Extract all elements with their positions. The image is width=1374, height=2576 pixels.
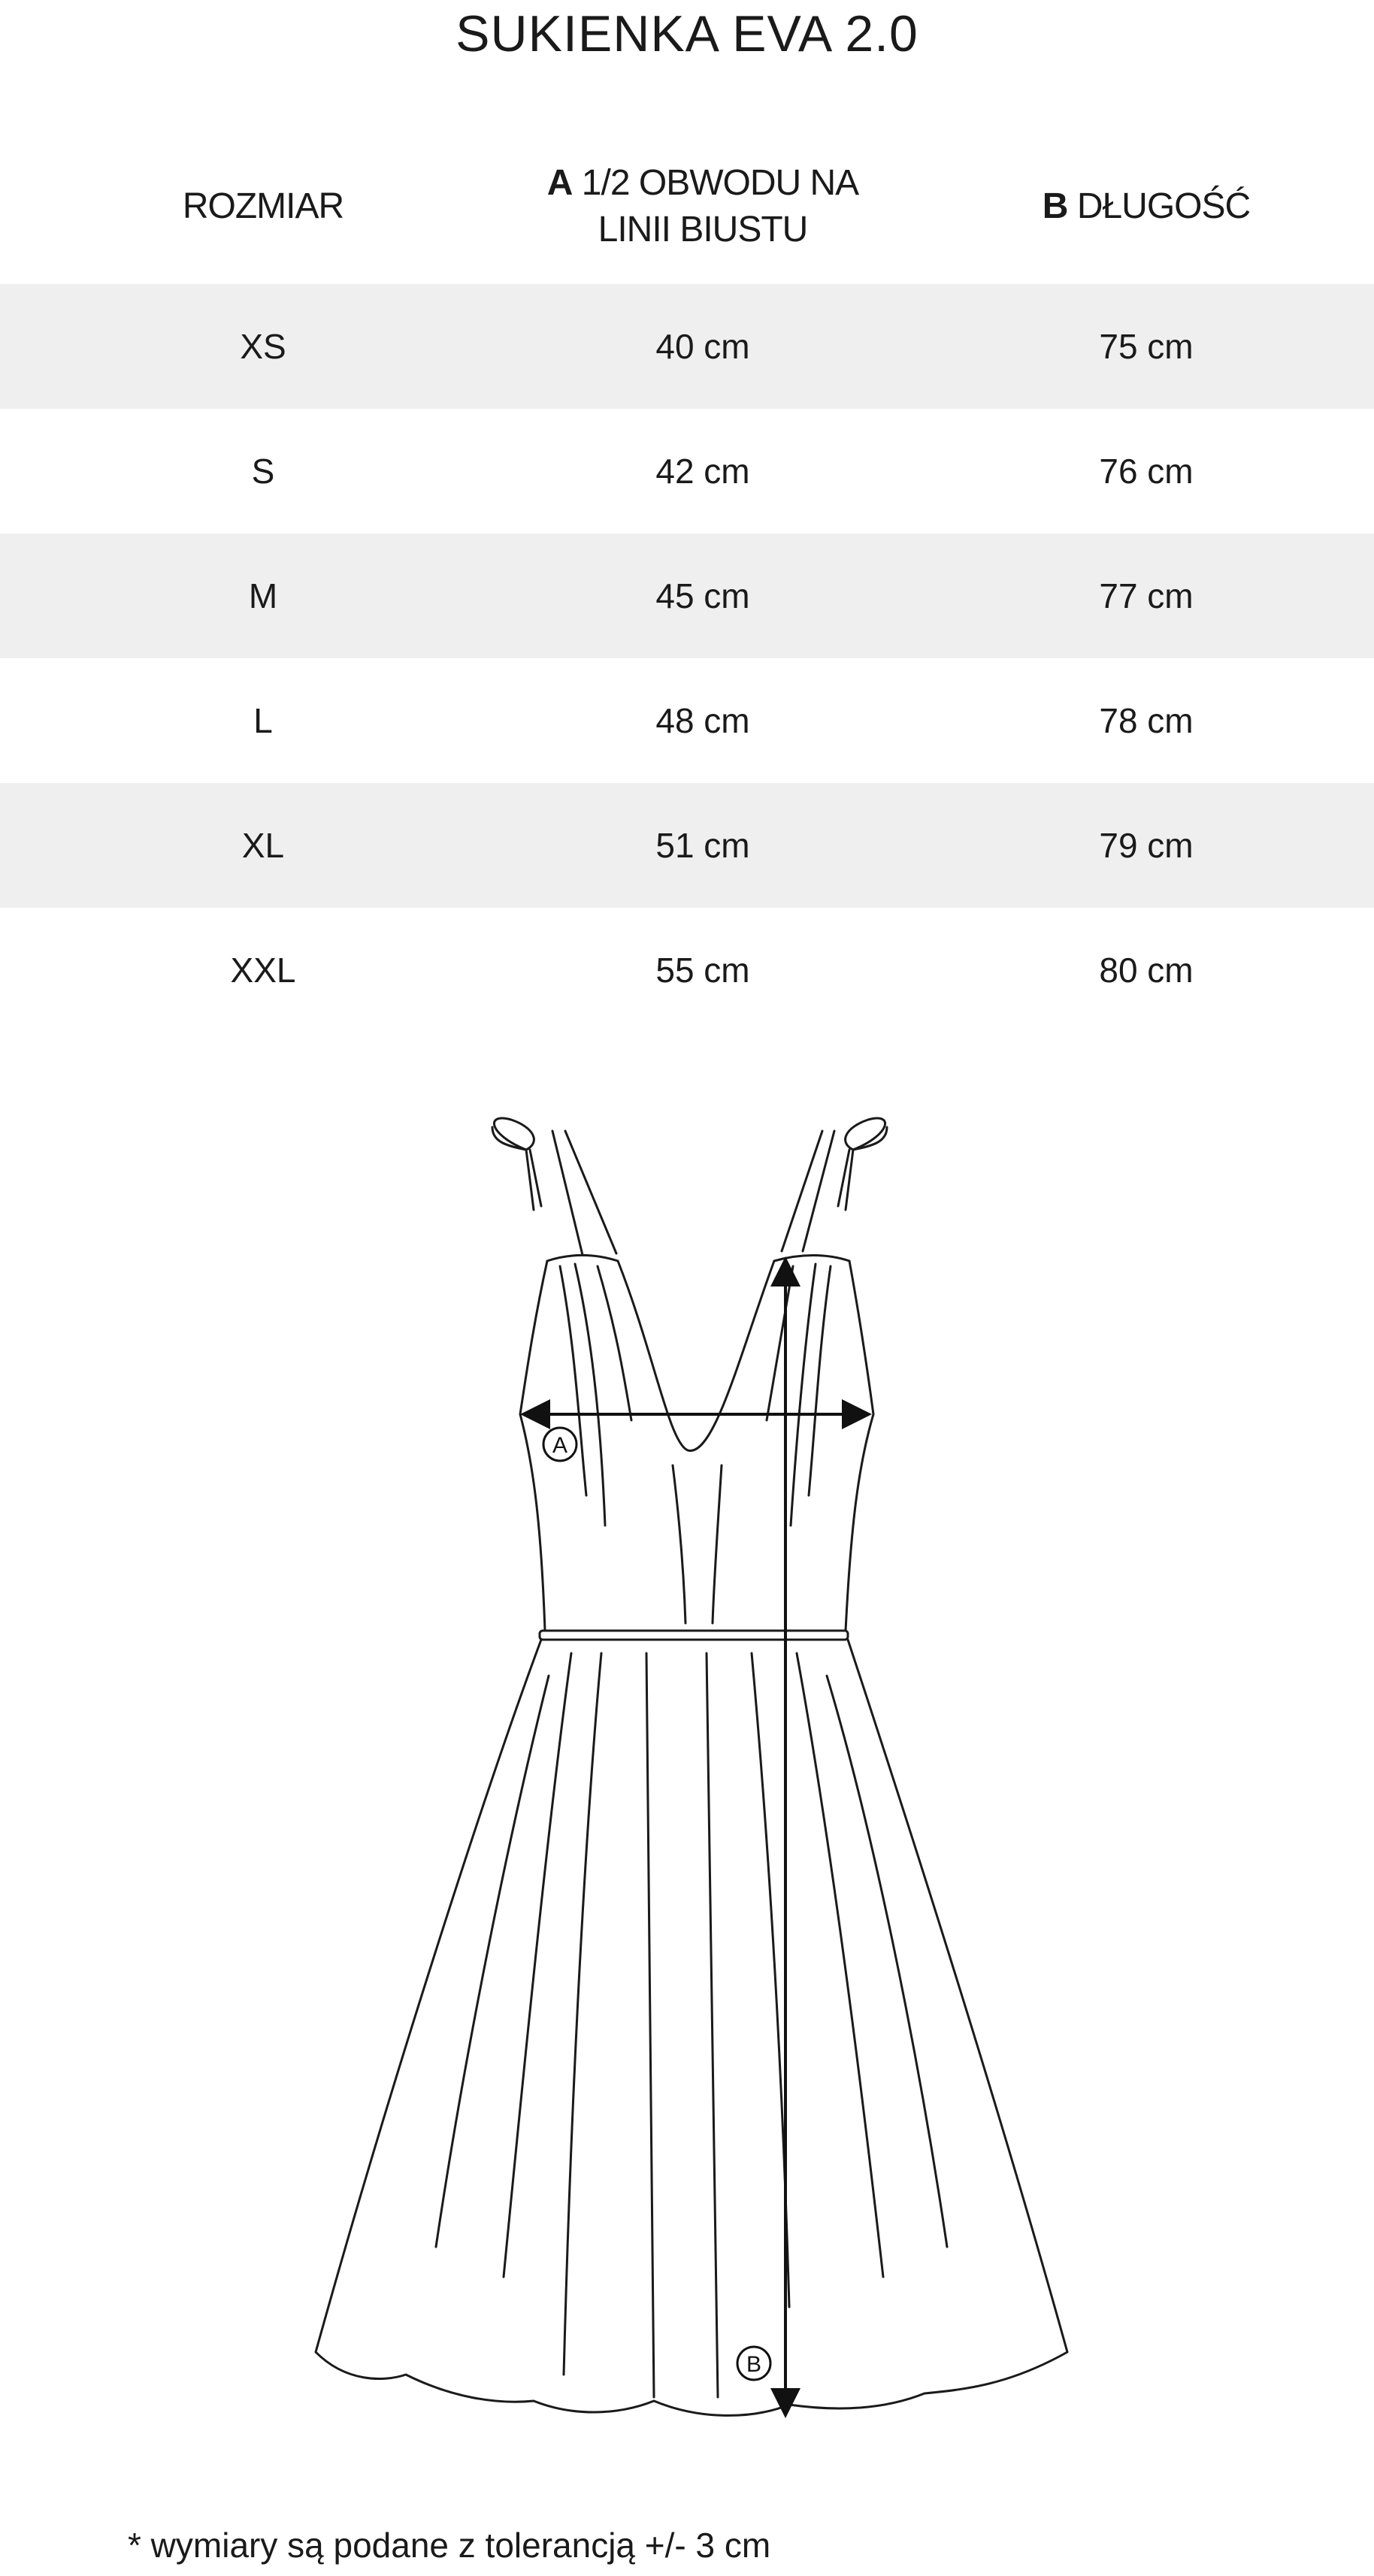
bust-cell: 55 cm (655, 951, 750, 990)
size-cell: XXL (230, 951, 296, 990)
marker-b-badge (737, 2347, 770, 2380)
header-bust-letter: A (546, 163, 573, 203)
svg-text:A: A (552, 1433, 568, 1458)
page-title: SUKIENKA EVA 2.0 (455, 5, 919, 62)
bust-cell: 51 cm (655, 826, 750, 865)
length-cell: 79 cm (1099, 826, 1194, 865)
length-cell: 75 cm (1099, 327, 1194, 366)
bust-cell: 40 cm (655, 327, 750, 366)
left-strap (492, 1118, 616, 1255)
dress-illustration (301, 1105, 1082, 2442)
length-cell: 78 cm (1099, 701, 1194, 740)
header-size-label: ROZMIAR (182, 186, 344, 226)
size-cell: L (253, 701, 273, 740)
length-cell: 76 cm (1099, 452, 1194, 491)
svg-text:B: B (746, 2352, 762, 2377)
marker-a-badge (543, 1428, 577, 1461)
table-row (0, 409, 1374, 534)
size-cell: XS (240, 327, 286, 366)
size-cell: XL (241, 826, 285, 865)
skirt (316, 1640, 1067, 2415)
length-cell: 80 cm (1099, 951, 1194, 990)
header-bust-line1: 1/2 OBWODU NA (581, 163, 859, 203)
header-length (932, 150, 1360, 263)
header-bust-line2: LINII BIUSTU (598, 210, 808, 249)
size-table-body (0, 284, 1374, 1033)
table-row (0, 658, 1374, 783)
table-row (0, 783, 1374, 908)
bust-cell: 45 cm (655, 576, 750, 615)
header-bust (428, 150, 977, 263)
header-length-label: DŁUGOŚĆ (1076, 186, 1251, 226)
size-cell: M (248, 576, 278, 615)
right-strap (782, 1118, 887, 1251)
bust-cell: 42 cm (655, 452, 750, 491)
waist-belt (540, 1631, 848, 1640)
bust-cell: 48 cm (655, 701, 750, 740)
size-cell: S (251, 452, 275, 491)
table-row (0, 534, 1374, 658)
table-row (0, 284, 1374, 409)
header-length-letter: B (1042, 186, 1068, 226)
table-row (0, 908, 1374, 1033)
length-cell: 77 cm (1099, 576, 1194, 615)
tolerance-note: * wymiary są podane z tolerancją +/- 3 cm (128, 2526, 771, 2565)
size-table-header (0, 150, 1374, 263)
